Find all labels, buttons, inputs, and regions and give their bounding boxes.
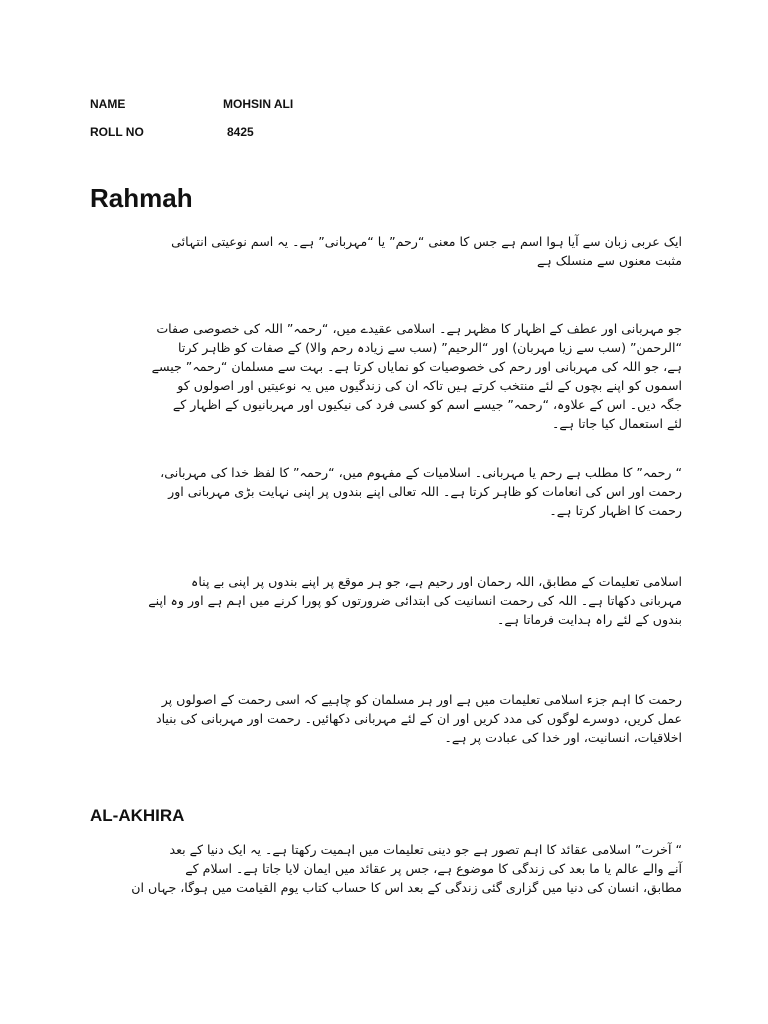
rahmah-paragraph-2: جو مہربانی اور عطف کے اظہار کا مظہر ہے۔ اسلامی عقیدے میں، “رحمہ” اللہ کی خصوصی صفات “الرحمن” (سب سے زیا مہربان) اور “الرحیم” (سب سے زیادہ رحم والا) کے صفات کو ظاہر کرتا ہے، جو اللہ کی مہربانی اور رحم کی خصوصیات کو نمایاں کرتا ہے۔ بہت سے مسلمان “رحمہ” جیسے اسموں کو اپنے بچوں کے لئے منتخب کرتے ہیں تاکہ ان کی زندگیوں میں یہ نوعیتیں اور اصولوں کو جگہ دیں۔ اس کے علاوہ، “رحمہ” جیسے اسم کو کسی فرد کی نیکیوں اور مہربانیوں کے اظہار کے لئے استعمال کیا جاتا ہے۔ bbox=[151, 321, 682, 431]
section-heading-rahmah: Rahmah bbox=[90, 183, 193, 213]
rahmah-paragraph-5: رحمت کا اہم جزء اسلامی تعلیمات میں ہے اور ہر مسلمان کو چاہیے کہ اسی رحمت کے اصولوں پر عمل کریں، دوسرے لوگوں کی مدد کریں اور ان کے لئے مہربانی دکھائیں۔ رحمت اور مہربانی کی بنیاد اخلاقیات، انسانیت، اور خدا کی عبادت پر ہے۔ bbox=[155, 692, 682, 745]
name-value: MOHSIN ALI bbox=[223, 97, 294, 111]
rahmah-paragraph-4: اسلامی تعلیمات کے مطابق، اللہ رحمان اور رحیم ہے، جو ہر موقع پر اپنے بندوں پر اپنی بے پناہ مہربانی دکھاتا ہے۔ اللہ کی رحمت انسانیت کی ابتدائی ضرورتوں کو پورا کرنے میں اہم ہے اور وہ اپنے بندوں کے لئے راہ ہدایت فرماتا ہے۔ bbox=[148, 574, 682, 627]
name-label: NAME bbox=[90, 97, 126, 111]
rahmah-paragraph-1: ایک عربی زبان سے آیا ہوا اسم ہے جس کا معنی “رحم” یا “مہربانی” ہے۔ یہ اسم نوعیتی انتہائی مثبت معنوں سے منسلک ہے bbox=[171, 234, 682, 268]
rahmah-paragraph-3: “ رحمہ” کا مطلب ہے رحم یا مہربانی۔ اسلامیات کے مفہوم میں، “رحمہ” کا لفظ خدا کی مہربانی، رحمت اور اس کی انعامات کو ظاہر کرتا ہے۔ اللہ تعالی اپنے بندوں پر اپنی نہایت بڑی مہربانی اور رحمت کا اظہار کرتا ہے۔ bbox=[160, 465, 682, 518]
roll-label: ROLL NO bbox=[90, 125, 144, 139]
section-heading-akhira: AL-AKHIRA bbox=[90, 806, 185, 825]
akhira-paragraph-1: “ آخرت” اسلامی عقائد کا اہم تصور ہے جو دینی تعلیمات میں اہمیت رکھتا ہے۔ یہ ایک دنیا کے بعد آنے والے عالم یا ما بعد کی زندگی کا موضوع ہے، جس پر عقائد میں ایمان لایا جاتا ہے۔ اسلام کے مطابق، انسان کی دنیا میں گزاری گئی زندگی کے بعد اس کا حساب کتاب یوم القیامت میں ہوگا، جہاں ان bbox=[131, 842, 682, 895]
roll-value: 8425 bbox=[227, 125, 254, 139]
